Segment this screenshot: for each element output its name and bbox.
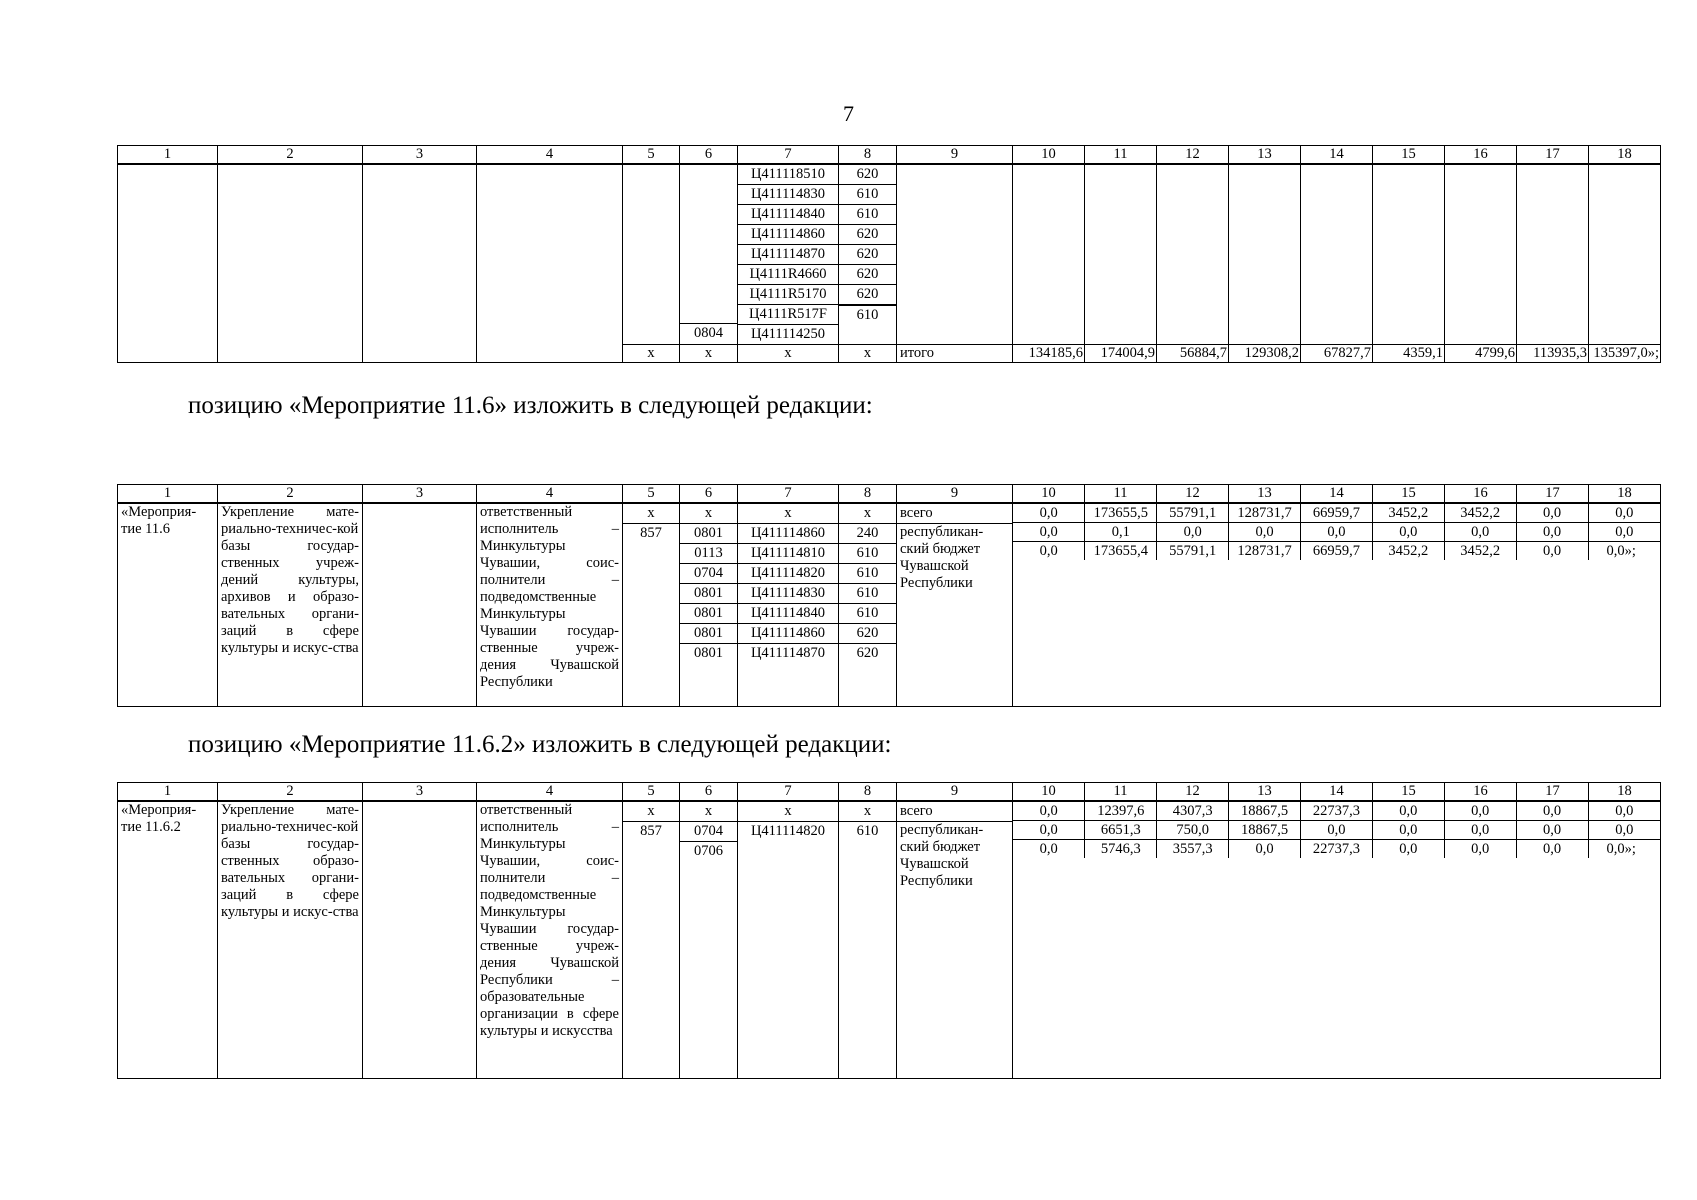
amount-value: 5746,3 [1085,840,1157,859]
column-number: 6 [680,485,738,504]
list-item: 0801 [680,604,737,624]
amount-value: 66959,7 [1301,542,1373,561]
amount-value: 0,0 [1039,543,1058,559]
cell [1013,164,1085,345]
amount-value: 0,0 [1372,802,1444,821]
amount-value: 22737,3 [1301,840,1373,859]
amount-value: 0,0 [1229,840,1301,859]
column-number: 9 [897,146,1013,165]
measure-description: Укрепление мате-риально-техничес-кой базы государ-ственных учреж-дений культуры, архивов и образо-вательных органи-заций в сфере культуры и искус-ства [218,503,363,707]
measure-name: «Мероприя-тие 11.6 [118,503,218,707]
total-value: 113935,3 [1517,345,1589,363]
total-value: 67827,7 [1301,345,1373,363]
amount-value: 66959,7 [1301,504,1373,523]
column-number: 13 [1229,146,1301,165]
column-number-row [118,783,1661,802]
grbs-value: 857 [640,823,662,839]
cell-value: х [839,802,896,822]
amount-value: 0,0 [1444,821,1516,840]
list-item: Ц411114820 [750,823,826,839]
cell [477,164,623,363]
cell: х [680,345,738,363]
code-cell [738,801,839,1079]
column-number: 2 [218,485,363,504]
cell [897,164,1013,345]
list-item: Ц411118510 [738,165,838,185]
amount-value: 0,0 [1229,523,1301,542]
amount-value: 0,0 [1372,821,1444,840]
vr-cell [839,503,897,707]
list-item: 0704 [680,564,737,584]
source-cell [897,503,1013,707]
column-number: 14 [1301,146,1373,165]
list-item: Ц411114820 [738,564,838,584]
amounts-cell [1013,503,1661,707]
column-number: 5 [623,783,680,802]
total-value: 56884,7 [1157,345,1229,363]
column-number: 12 [1157,485,1229,504]
cell [363,503,477,707]
list-item: Ц4111R4660 [738,265,838,285]
amount-value: 0,0 [1516,523,1588,542]
list-item: Ц411114860 [738,225,838,245]
amount-value: 55791,1 [1157,542,1229,561]
column-number: 3 [363,485,477,504]
amount-value: 0,0 [1516,504,1588,523]
cell-value: х [680,802,737,822]
column-number: 14 [1301,783,1373,802]
heading-11-6: позицию «Мероприятие 11.6» изложить в следующей редакции: [188,392,873,419]
column-number: 2 [218,783,363,802]
amount-value: 0,0 [1157,523,1229,542]
amount-value: 0,0 [1013,821,1085,840]
total-value: 134185,6 [1013,345,1085,363]
column-number: 9 [897,783,1013,802]
vr-cell [839,164,897,345]
cell-value: х [738,802,838,822]
amount-value: 0,0 [1444,840,1516,859]
budget-table-continuation [117,145,1661,363]
list-item: 0704 [680,822,737,842]
list-item: 620 [839,245,896,265]
table-row [118,164,1661,345]
column-number: 7 [738,146,839,165]
amount-value: 0,0»; [1588,840,1660,859]
column-number: 15 [1373,783,1445,802]
funding-source: республикан-ский бюджет Чувашской Республики [900,822,984,889]
list-item: Ц411114250 [750,326,826,342]
column-number: 1 [118,783,218,802]
code-cell [738,164,839,345]
list-item: Ц411114860 [738,624,838,644]
source-cell [897,801,1013,1079]
list-item: Ц411114870 [750,645,826,661]
column-number: 18 [1589,146,1661,165]
amount-value: 173655,4 [1085,542,1157,561]
column-number: 15 [1373,485,1445,504]
cell [1589,164,1661,345]
razdel-value: 0804 [694,325,723,341]
amount-value: 173655,5 [1085,504,1157,523]
list-item: 610 [839,544,896,564]
column-number: 5 [623,485,680,504]
cell [218,164,363,363]
column-number: 13 [1229,485,1301,504]
list-item: 610 [839,564,896,584]
amount-value: 0,0 [1444,523,1516,542]
amount-value: 128731,7 [1229,504,1301,523]
cell [1229,164,1301,345]
cell [118,164,218,363]
list-item: 240 [839,524,896,544]
column-number: 11 [1085,146,1157,165]
heading-11-6-2: позицию «Мероприятие 11.6.2» изложить в следующей редакции: [188,731,892,758]
cell [623,164,680,345]
list-item: 610 [856,823,879,839]
list-item: Ц411114830 [738,185,838,205]
amount-value: 22737,3 [1301,802,1373,821]
column-number: 16 [1445,146,1517,165]
amount-value: 0,0 [1516,840,1588,859]
list-item: 620 [839,265,896,285]
amount-value: 0,0 [1588,821,1660,840]
column-number: 3 [363,146,477,165]
razdel-cell [680,801,738,1079]
amount-value: 3452,2 [1372,542,1444,561]
budget-table-11-6 [117,484,1661,707]
list-item: 0706 [694,843,723,859]
cell: х [738,345,839,363]
total-value: 4799,6 [1445,345,1517,363]
list-item: Ц4111R5170 [738,285,838,305]
cell [363,801,477,1079]
list-item: Ц411114830 [738,584,838,604]
executors: ответственный исполнитель – Минкультуры Чувашии, соис-полнители – подведомственные Минкультуры Чувашии государ-ственные учреж-дения Чувашской Республики – образовательные организации в сфере культуры и искусства [477,801,623,1079]
column-number: 17 [1517,783,1589,802]
amounts-grid [1013,802,1660,858]
cell [363,164,477,363]
column-number: 12 [1157,783,1229,802]
amount-value: 0,0 [1013,504,1085,523]
measure-description: Укрепление мате-риально-техничес-кой базы государ-ственных образо-вательных органи-заций в сфере культуры и искус-ства [218,801,363,1079]
amount-value: 0,0 [1516,802,1588,821]
column-number: 18 [1589,783,1661,802]
cell-value: всего [897,802,1012,822]
column-number: 2 [218,146,363,165]
total-value: 4359,1 [1373,345,1445,363]
list-item: 610 [839,205,896,225]
amount-value: 0,0 [1588,802,1660,821]
amount-value: 0,0 [1013,802,1085,821]
amount-value: 0,0 [1301,523,1373,542]
razdel-cell [680,164,738,345]
column-number: 8 [839,485,897,504]
list-item: 610 [839,584,896,604]
column-number: 7 [738,783,839,802]
column-number: 7 [738,485,839,504]
column-number: 18 [1589,485,1661,504]
cell [1301,164,1373,345]
table-row [118,503,1661,707]
list-item: 610 [839,185,896,205]
list-item: Ц4111R517F [738,305,838,325]
column-number: 10 [1013,485,1085,504]
amount-value: 0,0 [1444,802,1516,821]
cell [1445,164,1517,345]
list-item: 610 [856,307,879,323]
column-number: 13 [1229,783,1301,802]
cell-value: х [623,802,679,822]
amount-value: 0,0 [1039,841,1058,857]
cell-value: всего [897,504,1012,524]
column-number: 4 [477,783,623,802]
amount-value: 0,0 [1301,821,1373,840]
amount-value: 6651,3 [1085,821,1157,840]
column-number: 10 [1013,146,1085,165]
amount-value: 3452,2 [1444,542,1516,561]
list-item: Ц411114840 [738,604,838,624]
total-value: 135397,0»; [1589,345,1661,363]
column-number: 14 [1301,485,1373,504]
cell-value: х [623,504,679,524]
list-item: 0113 [680,544,737,564]
amount-value: 0,0 [1372,840,1444,859]
list-item: 0801 [694,645,723,661]
total-value: 174004,9 [1085,345,1157,363]
cell: итого [897,345,1013,363]
column-number: 17 [1517,146,1589,165]
cell-value: х [680,504,737,524]
amount-value: 0,0 [1013,523,1085,542]
list-item: 620 [839,165,896,185]
column-number: 6 [680,146,738,165]
cell-value: х [839,504,896,524]
column-number: 4 [477,485,623,504]
list-item: 620 [839,225,896,245]
amount-value: 0,0 [1516,821,1588,840]
column-number: 6 [680,783,738,802]
list-item: Ц411114840 [738,205,838,225]
list-item: 0801 [680,624,737,644]
amount-value: 0,0»; [1588,542,1660,561]
cell: х [839,345,897,363]
cell [1373,164,1445,345]
amount-value: 55791,1 [1157,504,1229,523]
column-number: 8 [839,146,897,165]
amount-value: 0,1 [1085,523,1157,542]
page-number: 7 [843,101,854,126]
amount-value: 0,0 [1588,523,1660,542]
grbs-cell [623,503,680,707]
list-item: 620 [839,285,896,305]
list-item: Ц411114870 [738,245,838,265]
column-number: 16 [1445,783,1517,802]
measure-name: «Мероприя-тие 11.6.2 [118,801,218,1079]
column-number: 3 [363,783,477,802]
column-number: 1 [118,485,218,504]
cell [1157,164,1229,345]
executors: ответственный исполнитель – Минкультуры Чувашии, соис-полнители – подведомственные Минкультуры Чувашии государ-ственные учреж-дения Чувашской Республики [477,503,623,707]
funding-source: республикан-ский бюджет Чувашской Республики [900,524,984,591]
code-cell [738,503,839,707]
amount-value: 128731,7 [1229,542,1301,561]
amount-value: 12397,6 [1085,802,1157,821]
amount-value: 3452,2 [1372,504,1444,523]
budget-table-11-6-2 [117,782,1661,1079]
amount-value: 4307,3 [1157,802,1229,821]
list-item: Ц411114860 [738,524,838,544]
cell [1517,164,1589,345]
amount-value: 3557,3 [1157,840,1229,859]
column-number: 17 [1517,485,1589,504]
table-row [118,801,1661,1079]
list-item: 610 [839,604,896,624]
list-item: 0801 [680,584,737,604]
column-number: 16 [1445,485,1517,504]
column-number: 8 [839,783,897,802]
column-number: 4 [477,146,623,165]
cell: х [623,345,680,363]
column-number: 15 [1373,146,1445,165]
column-number-row [118,485,1661,504]
grbs-cell [623,801,680,1079]
vr-cell [839,801,897,1079]
cell [1085,164,1157,345]
amount-value: 0,0 [1516,542,1588,561]
column-number: 5 [623,146,680,165]
column-number: 10 [1013,783,1085,802]
column-number: 1 [118,146,218,165]
grbs-value: 857 [640,525,662,541]
amounts-grid [1013,504,1660,560]
list-item: 0801 [680,524,737,544]
amount-value: 3452,2 [1444,504,1516,523]
column-number: 9 [897,485,1013,504]
total-value: 129308,2 [1229,345,1301,363]
column-number-row [118,146,1661,165]
amount-value: 750,0 [1157,821,1229,840]
amounts-cell [1013,801,1661,1079]
list-item: 620 [839,624,896,644]
amount-value: 0,0 [1372,523,1444,542]
amount-value: 18867,5 [1229,802,1301,821]
column-number: 11 [1085,783,1157,802]
razdel-cell [680,503,738,707]
amount-value: 18867,5 [1229,821,1301,840]
column-number: 11 [1085,485,1157,504]
cell-value: х [738,504,838,524]
list-item: 620 [856,645,879,661]
amount-value: 0,0 [1588,504,1660,523]
list-item: Ц411114810 [738,544,838,564]
column-number: 12 [1157,146,1229,165]
